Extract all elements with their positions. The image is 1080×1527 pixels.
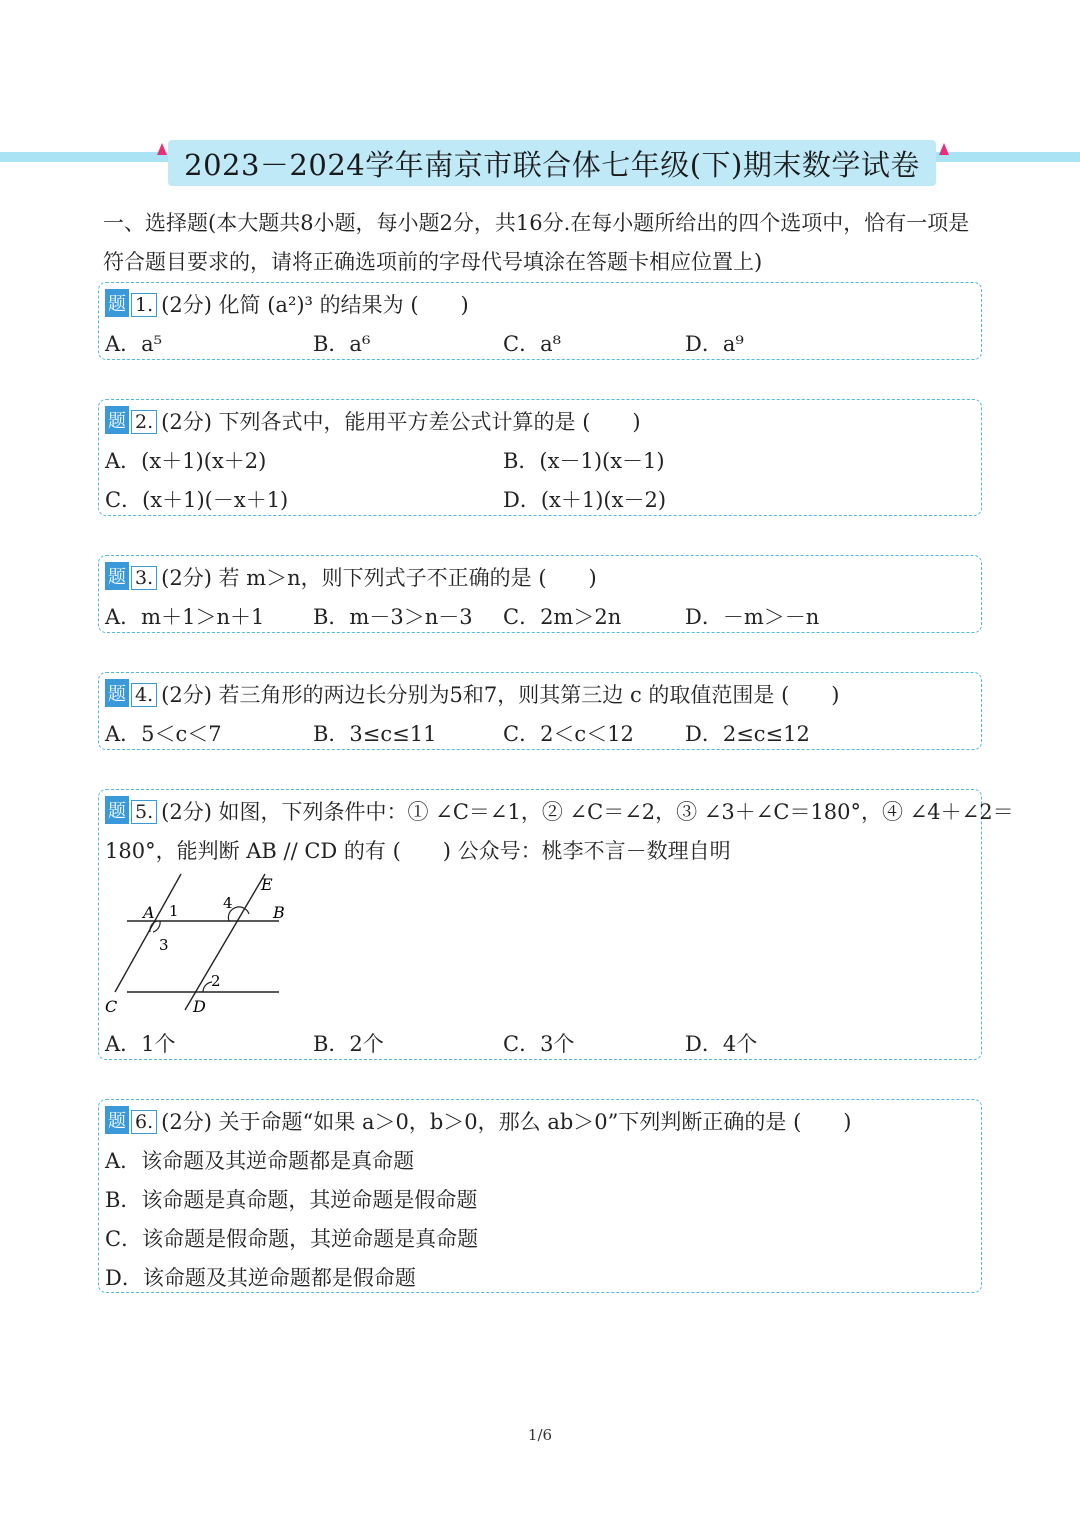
option-c[interactable]: C．(x＋1)(－x＋1) [105,488,289,512]
page-title: 2023－2024学年南京市联合体七年级(下)期末数学试卷 [184,147,920,182]
option-a[interactable]: A．1个 [105,1032,176,1056]
question-1-stem-line [105,289,469,319]
label-c: C [105,997,118,1016]
question-tag: 题 [105,562,129,590]
line-ac [115,874,181,992]
question-stem: (2分) 若 m＞n，则下列式子不正确的是 ( ) [161,566,597,590]
option-d[interactable]: D．－m＞－n [685,605,820,629]
question-number: 1. [131,293,157,317]
option-d[interactable]: D．4个 [685,1032,758,1056]
page-number: 1/6 [527,1426,553,1444]
question-6 [98,1099,982,1293]
question-4-stem-line [105,679,839,709]
question-2 [98,399,982,516]
question-3 [98,555,982,633]
question-stem: (2分) 下列各式中，能用平方差公式计算的是 ( ) [161,410,641,434]
option-b[interactable]: B．3≤c≤11 [313,722,437,746]
question-number: 4. [131,683,157,707]
intro-line-1: 一、选择题(本大题共8小题，每小题2分，共16分.在每小题所给出的四个选项中，恰有一项是 [103,211,970,235]
question-stem: (2分) 若三角形的两边长分别为5和7，则其第三边 c 的取值范围是 ( ) [161,683,840,707]
option-b[interactable]: B．a⁶ [313,332,371,356]
option-d[interactable]: D．该命题及其逆命题都是假命题 [105,1266,416,1290]
option-a[interactable]: A．m＋1＞n＋1 [105,605,265,629]
question-stem: (2分) 如图，下列条件中：① ∠C＝∠1，② ∠C＝∠2，③ ∠3＋∠C＝180°，④ ∠4＋∠2＝ [161,800,1014,824]
label-3: 3 [159,936,169,954]
question-number: 5. [131,800,157,824]
question-1 [98,282,982,360]
question-tag: 题 [105,796,129,824]
question-5-stem-line-2: 180°，能判断 AB // CD 的有 ( ) 公众号：桃李不言－数理自明 [105,839,731,863]
option-b[interactable]: B．m－3＞n－3 [313,605,473,629]
question-tag: 题 [105,679,129,707]
option-c[interactable]: C．2m＞2n [503,605,622,629]
label-d: D [193,997,206,1016]
option-c[interactable]: C．3个 [503,1032,575,1056]
question-3-stem-line [105,562,597,592]
option-d[interactable]: D．(x＋1)(x－2) [503,488,667,512]
question-5-stem-line [105,796,1014,826]
label-1: 1 [169,902,179,920]
title-marker-left [157,143,167,155]
option-d[interactable]: D．2≤c≤12 [685,722,810,746]
question-5 [98,789,1014,1060]
question-number: 3. [131,566,157,590]
question-2-stem-line [105,406,641,436]
question-number: 2. [131,410,157,434]
page-title-box [168,140,936,186]
question-6-stem-line [105,1106,851,1136]
label-e: E [261,875,273,894]
label-4: 4 [223,894,233,912]
option-a[interactable]: A．该命题及其逆命题都是真命题 [105,1149,415,1173]
option-b[interactable]: B．2个 [313,1032,384,1056]
label-a: A [143,903,155,922]
option-a[interactable]: A．(x＋1)(x＋2) [105,449,267,473]
label-b: B [273,903,285,922]
question-tag: 题 [105,289,129,317]
question-4 [98,672,982,750]
option-c[interactable]: C．2＜c＜12 [503,722,634,746]
option-c[interactable]: C．该命题是假命题，其逆命题是真命题 [105,1227,479,1251]
question-stem: (2分) 关于命题“如果 a＞0，b＞0，那么 ab＞0”下列判断正确的是 ( ) [161,1110,852,1134]
geometry-figure [107,870,307,1020]
option-a[interactable]: A．a⁵ [105,332,163,356]
intro-line-2: 符合题目要求的，请将正确选项前的字母代号填涂在答题卡相应位置上) [103,250,763,274]
option-d[interactable]: D．a⁹ [685,332,744,356]
title-marker-right [939,143,949,155]
option-c[interactable]: C．a⁸ [503,332,562,356]
question-number: 6. [131,1110,157,1134]
option-a[interactable]: A．5＜c＜7 [105,722,222,746]
option-b[interactable]: B．该命题是真命题，其逆命题是假命题 [105,1188,478,1212]
option-b[interactable]: B．(x－1)(x－1) [503,449,665,473]
question-tag: 题 [105,406,129,434]
question-stem: (2分) 化简 (a²)³ 的结果为 ( ) [161,293,469,317]
question-tag: 题 [105,1106,129,1134]
label-2: 2 [211,972,221,990]
section-intro [103,204,983,282]
